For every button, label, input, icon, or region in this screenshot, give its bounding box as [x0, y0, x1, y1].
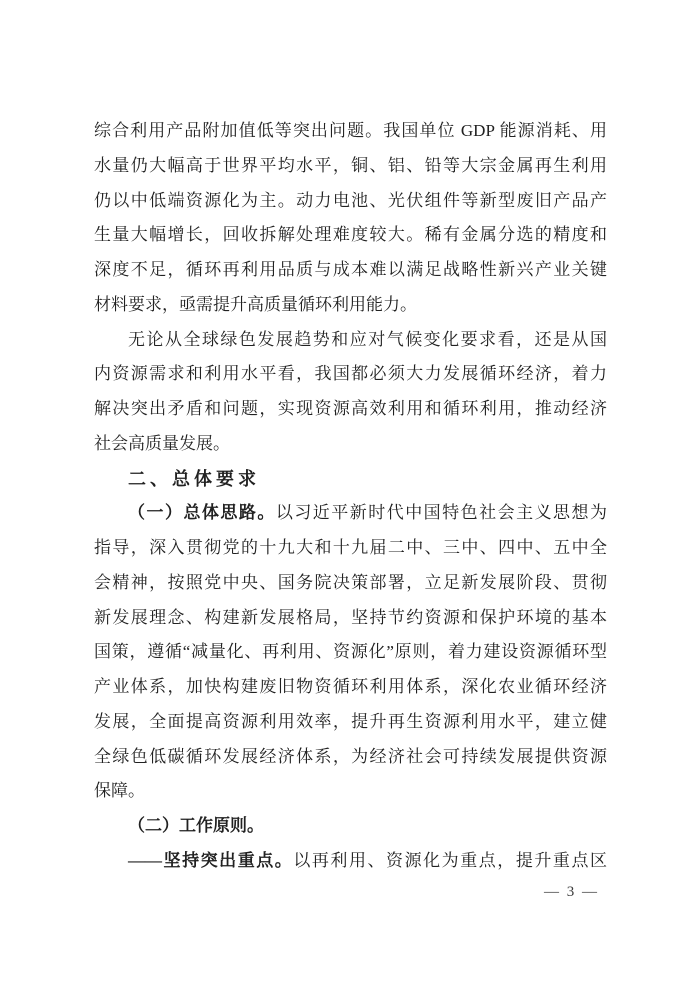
line-text: 全绿色低碳循环发展经济体系，为经济社会可持续发展提供资源: [94, 746, 607, 766]
line-text: 发展，全面提高资源利用效率，提升再生资源利用水平，建立健: [94, 711, 607, 731]
page-number: — 3 —: [544, 884, 599, 900]
text-line: [94, 705, 607, 740]
section-heading: [94, 462, 607, 497]
text-line: [94, 149, 607, 184]
text-line: [94, 357, 607, 392]
text-line: [94, 323, 607, 358]
text-line: [94, 427, 607, 462]
text-line: [94, 114, 607, 149]
text-line: [94, 218, 607, 253]
line-text: 深度不足，循环再利用品质与成本难以满足战略性新兴产业关键: [94, 260, 607, 279]
line-text: 解决突出矛盾和问题，实现资源高效利用和循环利用，推动经济: [94, 399, 607, 418]
text-line: [94, 601, 607, 636]
line-text: 社会高质量发展。: [94, 433, 230, 453]
line-text: 国策，遵循“减量化、再利用、资源化”原则，着力建设资源循环型: [94, 642, 607, 662]
text-line: [94, 774, 607, 809]
line-text: 以再利用、资源化为重点，提升重点区: [293, 850, 607, 870]
subsection-heading-lead: （二）工作原则。: [128, 816, 264, 835]
line-text: 无论从全球绿色发展趋势和应对气候变化要求看，还是从国: [128, 329, 607, 349]
line-text: 产业体系，加快构建废旧物资循环利用体系，深化农业循环经济: [94, 677, 607, 696]
line-text: 生量大幅增长，回收拆解处理难度较大。稀有金属分选的精度和: [94, 225, 607, 245]
text-line: [94, 670, 607, 705]
line-text: 新发展理念、构建新发展格局，坚持节约资源和保护环境的基本: [94, 607, 607, 627]
text-line: [94, 253, 607, 288]
line-text: 以习近平新时代中国特色社会主义思想为: [275, 503, 607, 523]
text-line: [94, 635, 607, 670]
line-text: 内资源需求和利用水平看，我国都必须大力发展循环经济，着力: [94, 364, 607, 384]
line-text: 仍以中低端资源化为主。动力电池、光伏组件等新型废旧产品产: [94, 190, 607, 210]
line-text: 指导，深入贯彻党的十九大和十九届二中、三中、四中、五中全: [94, 538, 607, 557]
text-line: [94, 392, 607, 427]
text-line: [94, 531, 607, 566]
text-line: [94, 288, 607, 323]
section-heading-text: 二、总体要求: [128, 468, 260, 489]
text-line: [94, 740, 607, 775]
text-line: [94, 844, 607, 879]
document-body: [94, 114, 607, 879]
text-line: [94, 566, 607, 601]
line-text: 保障。: [94, 781, 145, 801]
line-text: 材料要求，亟需提升高质量循环利用能力。: [94, 294, 417, 314]
text-line: [94, 496, 607, 531]
line-text: 会精神，按照党中央、国务院决策部署，立足新发展阶段、贯彻: [94, 572, 607, 592]
subsection-heading: [94, 809, 607, 844]
text-line: [94, 184, 607, 219]
line-text: 水量仍大幅高于世界平均水平，铜、铝、铅等大宗金属再生利用: [94, 155, 607, 175]
line-text: 综合利用产品附加值低等突出问题。我国单位 GDP 能源消耗、用: [94, 121, 607, 140]
subsection-heading-lead: （一）总体思路。: [128, 503, 276, 523]
principle-heading-lead: ——坚持突出重点。: [128, 850, 294, 870]
